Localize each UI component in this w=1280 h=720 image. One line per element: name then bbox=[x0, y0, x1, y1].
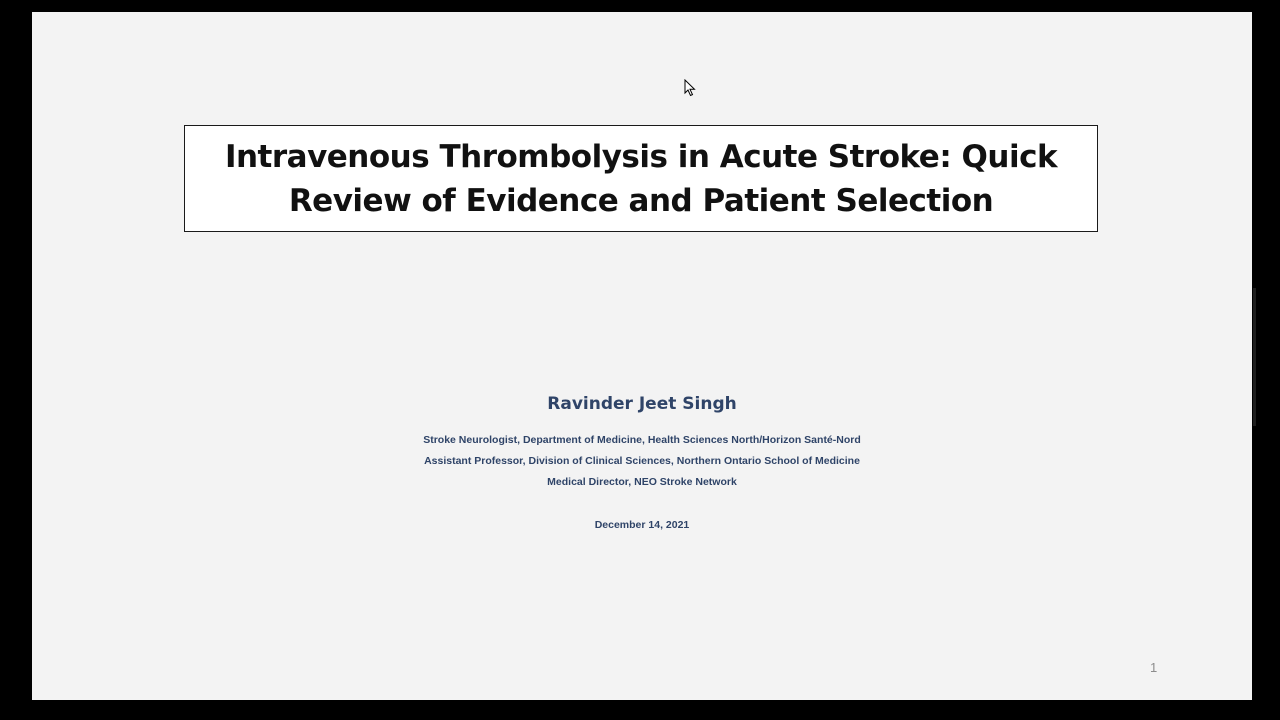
affiliation-line-2: Assistant Professor, Division of Clinical Sciences, Northern Ontario School of Medicine bbox=[424, 455, 860, 467]
author-name: Ravinder Jeet Singh bbox=[547, 394, 737, 414]
mouse-pointer-icon bbox=[684, 79, 696, 97]
affiliation-line-3: Medical Director, NEO Stroke Network bbox=[547, 476, 737, 488]
title-box bbox=[184, 125, 1098, 232]
presentation-slide[interactable] bbox=[32, 12, 1252, 700]
slide-title bbox=[225, 135, 1057, 223]
slide-title-line-1: Intravenous Thrombolysis in Acute Stroke: Quick bbox=[224, 138, 1058, 175]
affiliation-line-1: Stroke Neurologist, Department of Medicine, Health Sciences North/Horizon Santé-Nord bbox=[423, 434, 861, 446]
presentation-date: December 14, 2021 bbox=[594, 519, 690, 531]
scrollbar-edge[interactable] bbox=[1253, 288, 1256, 426]
slide-page-number: 1 bbox=[1150, 660, 1158, 675]
slide-title-line-2: Review of Evidence and Patient Selection bbox=[288, 182, 994, 219]
